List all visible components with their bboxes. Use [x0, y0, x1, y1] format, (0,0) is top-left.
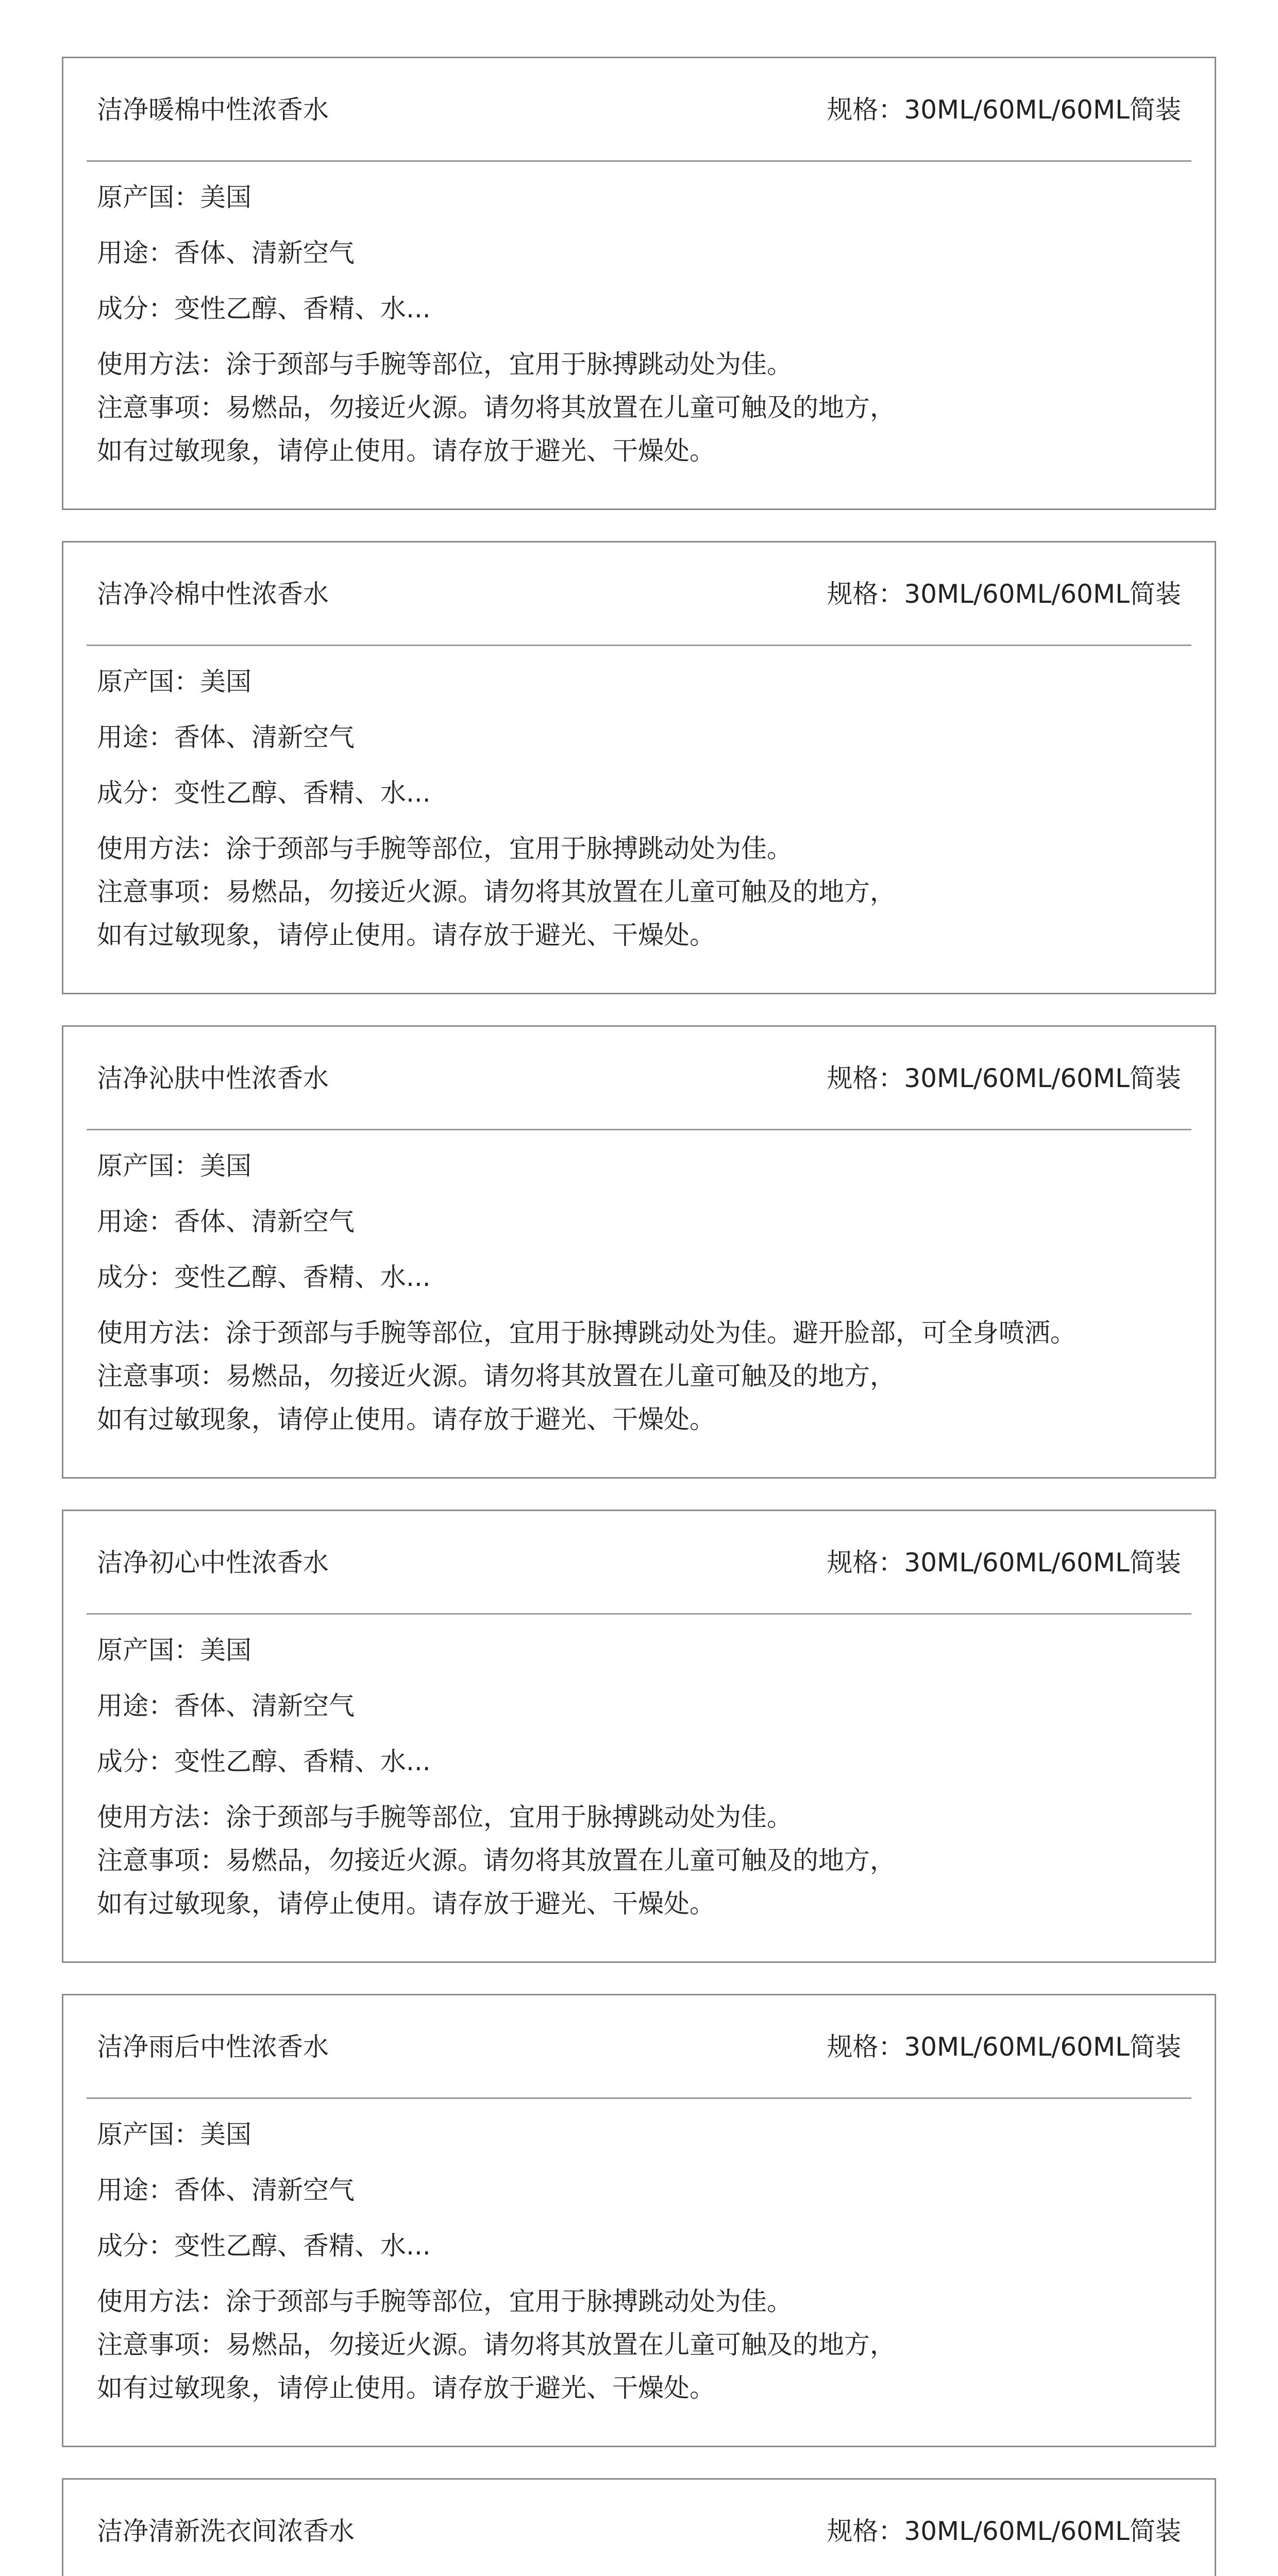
caution-line: 如有过敏现象，请停止使用。请存放于避光、干燥处。 [97, 2373, 715, 2403]
caution-line: 注意事项：易燃品，勿接近火源。请勿将其放置在儿童可触及的地方， [97, 2330, 896, 2360]
product-card-header [87, 1511, 1191, 1615]
product-card-body [97, 666, 1184, 951]
product-spec: 规格：30ML/60ML/60ML简装 [827, 2032, 1181, 2062]
product-card-body [97, 1150, 1184, 1435]
product-name: 洁净沁肤中性浓香水 [97, 1063, 329, 1093]
caution-line: 注意事项：易燃品，勿接近火源。请勿将其放置在儿童可触及的地方， [97, 1361, 896, 1391]
caution-line: 注意事项：易燃品，勿接近火源。请勿将其放置在儿童可触及的地方， [97, 877, 896, 907]
usage-method-line: 使用方法：涂于颈部与手腕等部位，宜用于脉搏跳动处为佳。 [97, 349, 793, 379]
product-card [62, 1025, 1216, 1479]
product-card-header [87, 1027, 1191, 1130]
product-name: 洁净初心中性浓香水 [97, 1548, 329, 1578]
usage-line: 用途：香体、清新空气 [97, 2175, 355, 2205]
caution-line: 如有过敏现象，请停止使用。请存放于避光、干燥处。 [97, 1889, 715, 1919]
origin-line: 原产国：美国 [97, 2120, 251, 2149]
ingredients-line: 成分：变性乙醇、香精、水... [97, 1262, 431, 1292]
product-card-list [62, 57, 1216, 2576]
usage-line: 用途：香体、清新空气 [97, 722, 355, 752]
ingredients-line: 成分：变性乙醇、香精、水... [97, 1747, 431, 1776]
product-card [62, 541, 1216, 994]
product-card [62, 57, 1216, 510]
caution-line: 注意事项：易燃品，勿接近火源。请勿将其放置在儿童可触及的地方， [97, 393, 896, 422]
caution-line: 注意事项：易燃品，勿接近火源。请勿将其放置在儿童可触及的地方， [97, 1845, 896, 1875]
product-name: 洁净雨后中性浓香水 [97, 2032, 329, 2062]
usage-line: 用途：香体、清新空气 [97, 1207, 355, 1236]
ingredients-line: 成分：变性乙醇、香精、水... [97, 294, 431, 324]
product-name: 洁净冷棉中性浓香水 [97, 579, 329, 609]
product-spec: 规格：30ML/60ML/60ML简装 [827, 1063, 1181, 1093]
usage-method-line: 使用方法：涂于颈部与手腕等部位，宜用于脉搏跳动处为佳。 [97, 2286, 793, 2316]
product-spec: 规格：30ML/60ML/60ML简装 [827, 1548, 1181, 1578]
origin-line: 原产国：美国 [97, 1635, 251, 1665]
product-card-body [97, 182, 1184, 466]
product-name: 洁净清新洗衣间浓香水 [97, 2516, 355, 2546]
origin-line: 原产国：美国 [97, 182, 251, 212]
product-spec: 规格：30ML/60ML/60ML简装 [827, 579, 1181, 609]
usage-line: 用途：香体、清新空气 [97, 238, 355, 268]
caution-line: 如有过敏现象，请停止使用。请存放于避光、干燥处。 [97, 920, 715, 950]
usage-method-line: 使用方法：涂于颈部与手腕等部位，宜用于脉搏跳动处为佳。 [97, 834, 793, 863]
product-card-header [87, 2480, 1191, 2576]
product-card-body [97, 1635, 1184, 1919]
product-card-header [87, 1995, 1191, 2099]
usage-method-line: 使用方法：涂于颈部与手腕等部位，宜用于脉搏跳动处为佳。 [97, 1802, 793, 1832]
usage-method-line: 使用方法：涂于颈部与手腕等部位，宜用于脉搏跳动处为佳。避开脸部，可全身喷洒。 [97, 1318, 1076, 1348]
origin-line: 原产国：美国 [97, 667, 251, 697]
ingredients-line: 成分：变性乙醇、香精、水... [97, 778, 431, 808]
product-card [62, 2478, 1216, 2576]
ingredients-line: 成分：变性乙醇、香精、水... [97, 2231, 431, 2261]
caution-line: 如有过敏现象，请停止使用。请存放于避光、干燥处。 [97, 1404, 715, 1434]
usage-line: 用途：香体、清新空气 [97, 1691, 355, 1721]
origin-line: 原产国：美国 [97, 1151, 251, 1181]
product-card [62, 1510, 1216, 1963]
product-spec: 规格：30ML/60ML/60ML简装 [827, 95, 1181, 125]
caution-line: 如有过敏现象，请停止使用。请存放于避光、干燥处。 [97, 436, 715, 466]
product-name: 洁净暖棉中性浓香水 [97, 95, 329, 125]
product-card-header [87, 58, 1191, 162]
product-card [62, 1994, 1216, 2447]
product-spec: 规格：30ML/60ML/60ML简装 [827, 2516, 1181, 2546]
product-card-body [97, 2119, 1184, 2403]
product-card-header [87, 543, 1191, 646]
